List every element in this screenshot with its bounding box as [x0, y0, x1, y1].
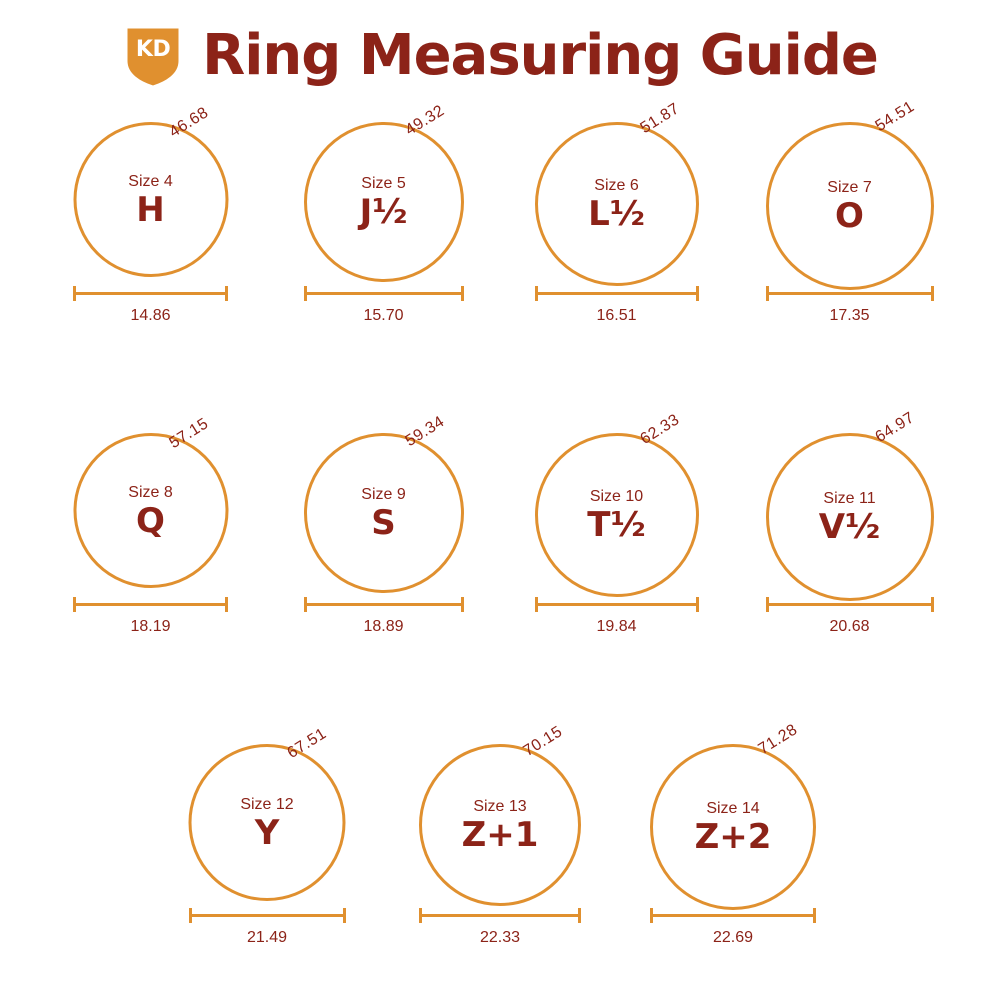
ring-cell [752, 98, 947, 325]
ring-cell [519, 100, 714, 325]
ring-letter-label: Z+1 [461, 815, 539, 855]
ring-graphic [636, 721, 831, 904]
diameter-bar [766, 286, 934, 300]
ring-size-label: Size 13 [473, 798, 527, 815]
ring-circumference-label: 49.32 [402, 102, 448, 140]
ring-letter-label: Q [136, 500, 165, 541]
diameter-line [650, 914, 816, 917]
ring-size-label: Size 8 [128, 483, 173, 501]
ring-size-label: Size 5 [361, 175, 406, 192]
ring-letter-label: O [835, 196, 864, 236]
ring-graphic [53, 104, 248, 282]
diameter-cap-right [461, 286, 464, 301]
ring-size-label: Size 14 [706, 800, 760, 817]
ring-diameter-label: 21.49 [246, 929, 288, 946]
ring-circumference-label: 46.68 [166, 104, 212, 142]
ring-cell [403, 723, 598, 947]
ring-diameter-label: 15.70 [363, 307, 404, 324]
diameter-cap-left [304, 286, 307, 301]
ring-cell [636, 721, 831, 947]
ring-circle [535, 433, 699, 597]
brand-logo [122, 23, 184, 89]
diameter-cap-right [225, 597, 228, 612]
ring-graphic [519, 100, 714, 282]
ring-cell [519, 411, 714, 636]
ring-size-label: Size 9 [361, 486, 406, 503]
ring-circle [73, 122, 228, 277]
ring-circumference-label: 59.34 [402, 413, 448, 451]
ring-graphic [752, 98, 947, 282]
page-header [0, 0, 1000, 88]
ring-letter-label: Z+2 [694, 817, 772, 857]
logo-text: KD [135, 36, 171, 62]
ring-graphic [286, 413, 481, 593]
ring-size-label: Size 4 [128, 172, 173, 190]
diameter-line [535, 603, 699, 606]
ring-size-label: Size 7 [827, 179, 872, 196]
ring-diameter-label: 18.19 [130, 618, 171, 635]
diameter-cap-left [535, 286, 538, 301]
diameter-line [73, 603, 228, 606]
diameter-cap-right [813, 908, 816, 923]
ring-diameter-label: 14.86 [130, 307, 171, 324]
ring-diameter-label: 22.69 [712, 929, 754, 946]
diameter-cap-left [766, 597, 769, 612]
ring-size-label: Size 6 [594, 177, 639, 194]
diameter-bar [73, 286, 228, 300]
diameter-bar [73, 597, 228, 611]
ring-letter-label: H [136, 189, 165, 230]
ring-circle [304, 433, 464, 593]
diameter-cap-right [931, 597, 934, 612]
diameter-bar [535, 597, 699, 611]
ring-graphic [403, 723, 598, 904]
diameter-bar [304, 597, 464, 611]
ring-circumference-label: 62.33 [637, 411, 683, 449]
diameter-cap-left [73, 286, 76, 301]
ring-circumference-label: 67.51 [283, 725, 330, 763]
diameter-cap-right [225, 286, 228, 301]
diameter-cap-left [189, 908, 192, 923]
ring-circle [419, 744, 581, 906]
ring-graphic [286, 102, 481, 282]
ring-size-label: Size 10 [589, 488, 644, 505]
diameter-bar [535, 286, 699, 300]
diameter-cap-left [304, 597, 307, 612]
ring-cell [170, 725, 365, 947]
diameter-line [766, 603, 934, 606]
diameter-cap-right [578, 908, 581, 923]
ring-circumference-label: 51.87 [637, 100, 683, 138]
ring-diameter-label: 18.89 [363, 618, 404, 635]
diameter-cap-right [343, 908, 346, 923]
diameter-cap-right [931, 286, 934, 301]
ring-diameter-label: 20.68 [829, 618, 870, 635]
ring-row-1 [0, 98, 1000, 325]
ring-circle [73, 433, 228, 588]
diameter-bar [650, 908, 816, 922]
ring-circumference-label: 54.51 [872, 98, 918, 136]
ring-circle [189, 744, 346, 901]
ring-circumference-label: 64.97 [872, 409, 918, 447]
diameter-cap-left [419, 908, 422, 923]
diameter-bar [766, 597, 934, 611]
diameter-cap-left [766, 286, 769, 301]
diameter-line [766, 292, 934, 295]
page-title: Ring Measuring Guide [202, 23, 878, 88]
diameter-line [419, 914, 581, 917]
ring-size-chart [0, 82, 1000, 947]
ring-circumference-label: 71.28 [754, 721, 801, 759]
ring-cell [286, 102, 481, 325]
ring-diameter-label: 17.35 [829, 307, 870, 324]
diameter-line [189, 914, 346, 917]
ring-circle [766, 433, 934, 601]
ring-graphic [519, 411, 714, 593]
ring-row-3 [0, 721, 1000, 947]
ring-size-label: Size 12 [240, 795, 294, 813]
diameter-cap-left [535, 597, 538, 612]
ring-letter-label: S [371, 503, 396, 543]
ring-diameter-label: 19.84 [596, 618, 637, 635]
ring-circle [535, 122, 699, 286]
ring-letter-label: T½ [587, 505, 646, 545]
diameter-cap-left [650, 908, 653, 923]
ring-size-label: Size 11 [823, 490, 876, 507]
diameter-line [304, 292, 464, 295]
ring-graphic [53, 415, 248, 593]
ring-cell [286, 413, 481, 636]
diameter-line [304, 603, 464, 606]
ring-graphic [752, 409, 947, 593]
diameter-line [535, 292, 699, 295]
diameter-cap-left [73, 597, 76, 612]
ring-circle [304, 122, 464, 282]
diameter-line [73, 292, 228, 295]
ring-cell [53, 415, 248, 636]
diameter-bar [189, 908, 346, 922]
ring-letter-label: Y [254, 812, 280, 853]
ring-diameter-label: 16.51 [596, 307, 637, 324]
diameter-cap-right [696, 597, 699, 612]
ring-letter-label: J½ [359, 192, 408, 232]
diameter-cap-right [696, 286, 699, 301]
ring-letter-label: V½ [818, 507, 881, 547]
ring-circumference-label: 70.15 [519, 723, 566, 761]
ring-circle [650, 744, 816, 910]
diameter-bar [419, 908, 581, 922]
ring-cell [53, 104, 248, 325]
diameter-cap-right [461, 597, 464, 612]
ring-graphic [170, 725, 365, 904]
ring-diameter-label: 22.33 [479, 929, 521, 946]
ring-row-2 [0, 409, 1000, 636]
ring-circle [766, 122, 934, 290]
ring-circumference-label: 57.15 [166, 415, 212, 453]
ring-letter-label: L½ [588, 194, 645, 234]
diameter-bar [304, 286, 464, 300]
ring-cell [752, 409, 947, 636]
